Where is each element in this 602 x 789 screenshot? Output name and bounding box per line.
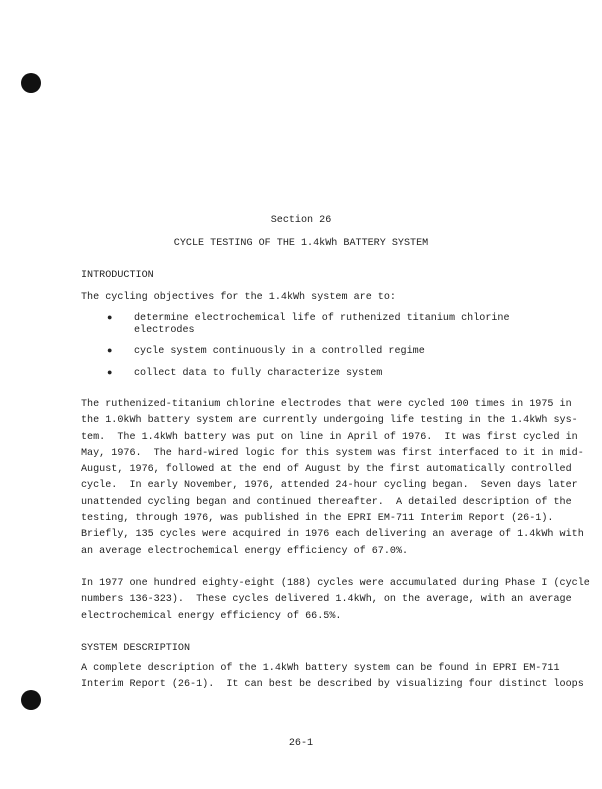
text-line: Briefly, 135 cycles were acquired in 1976 each delivering an average of 1.4kWh with <box>81 529 584 541</box>
introduction-heading: INTRODUCTION <box>81 270 154 281</box>
bullet-1-line-2: electrodes <box>134 325 195 336</box>
page-number: 26-1 <box>288 738 314 749</box>
text-line: unattended cycling began and continued thereafter. A detailed description of the <box>81 496 572 508</box>
text-line: numbers 136-323). These cycles delivered 1.4kWh, on the average, with an average <box>81 594 572 606</box>
introduction-paragraph-1 <box>81 397 584 560</box>
text-line: Interim Report (26-1). It can best be described by visualizing four distinct loops <box>81 679 584 691</box>
bullet-icon: ● <box>107 346 113 356</box>
text-line: May, 1976. The hard-wired logic for this system was first interfaced to it in mid- <box>81 447 584 459</box>
bullet-3-line-1: collect data to fully characterize system <box>134 368 383 379</box>
binder-hole-top <box>21 73 41 93</box>
system-description-heading: SYSTEM DESCRIPTION <box>81 643 191 654</box>
text-line: electrochemical energy efficiency of 66.5%. <box>81 610 342 622</box>
system-description-paragraph <box>81 661 584 694</box>
section-label: Section 26 <box>270 215 332 226</box>
bullet-icon: ● <box>107 368 113 378</box>
text-line: the 1.0kWh battery system are currently undergoing life testing in the 1.4kWh sys- <box>81 415 578 427</box>
text-line: testing, through 1976, was published in the EPRI EM-711 Interim Report (26-1). <box>81 513 554 525</box>
bullet-icon: ● <box>107 313 113 323</box>
text-line: tem. The 1.4kWh battery was put on line in April of 1976. It was first cycled in <box>81 431 578 443</box>
text-line: A complete description of the 1.4kWh battery system can be found in EPRI EM-711 <box>81 663 560 674</box>
bullet-1-line-1: determine electrochemical life of ruthenized titanium chlorine <box>134 313 510 324</box>
introduction-paragraph-2 <box>81 576 590 625</box>
introduction-lead: The cycling objectives for the 1.4kWh system are to: <box>81 292 396 303</box>
binder-hole-bottom <box>21 690 41 710</box>
bullet-2-line-1: cycle system continuously in a controlled regime <box>134 346 425 357</box>
text-line: In 1977 one hundred eighty-eight (188) cycles were accumulated during Phase I (cycle <box>81 578 590 589</box>
text-line: The ruthenized-titanium chlorine electrodes that were cycled 100 times in 1975 in <box>81 399 572 410</box>
text-line: cycle. In early November, 1976, attended 24-hour cycling began. Seven days later <box>81 480 578 492</box>
text-line: an average electrochemical energy efficiency of 67.0%. <box>81 545 409 557</box>
section-title: CYCLE TESTING OF THE 1.4kWh BATTERY SYSTEM <box>173 238 429 249</box>
text-line: August, 1976, followed at the end of August by the first automatically controlled <box>81 464 572 476</box>
